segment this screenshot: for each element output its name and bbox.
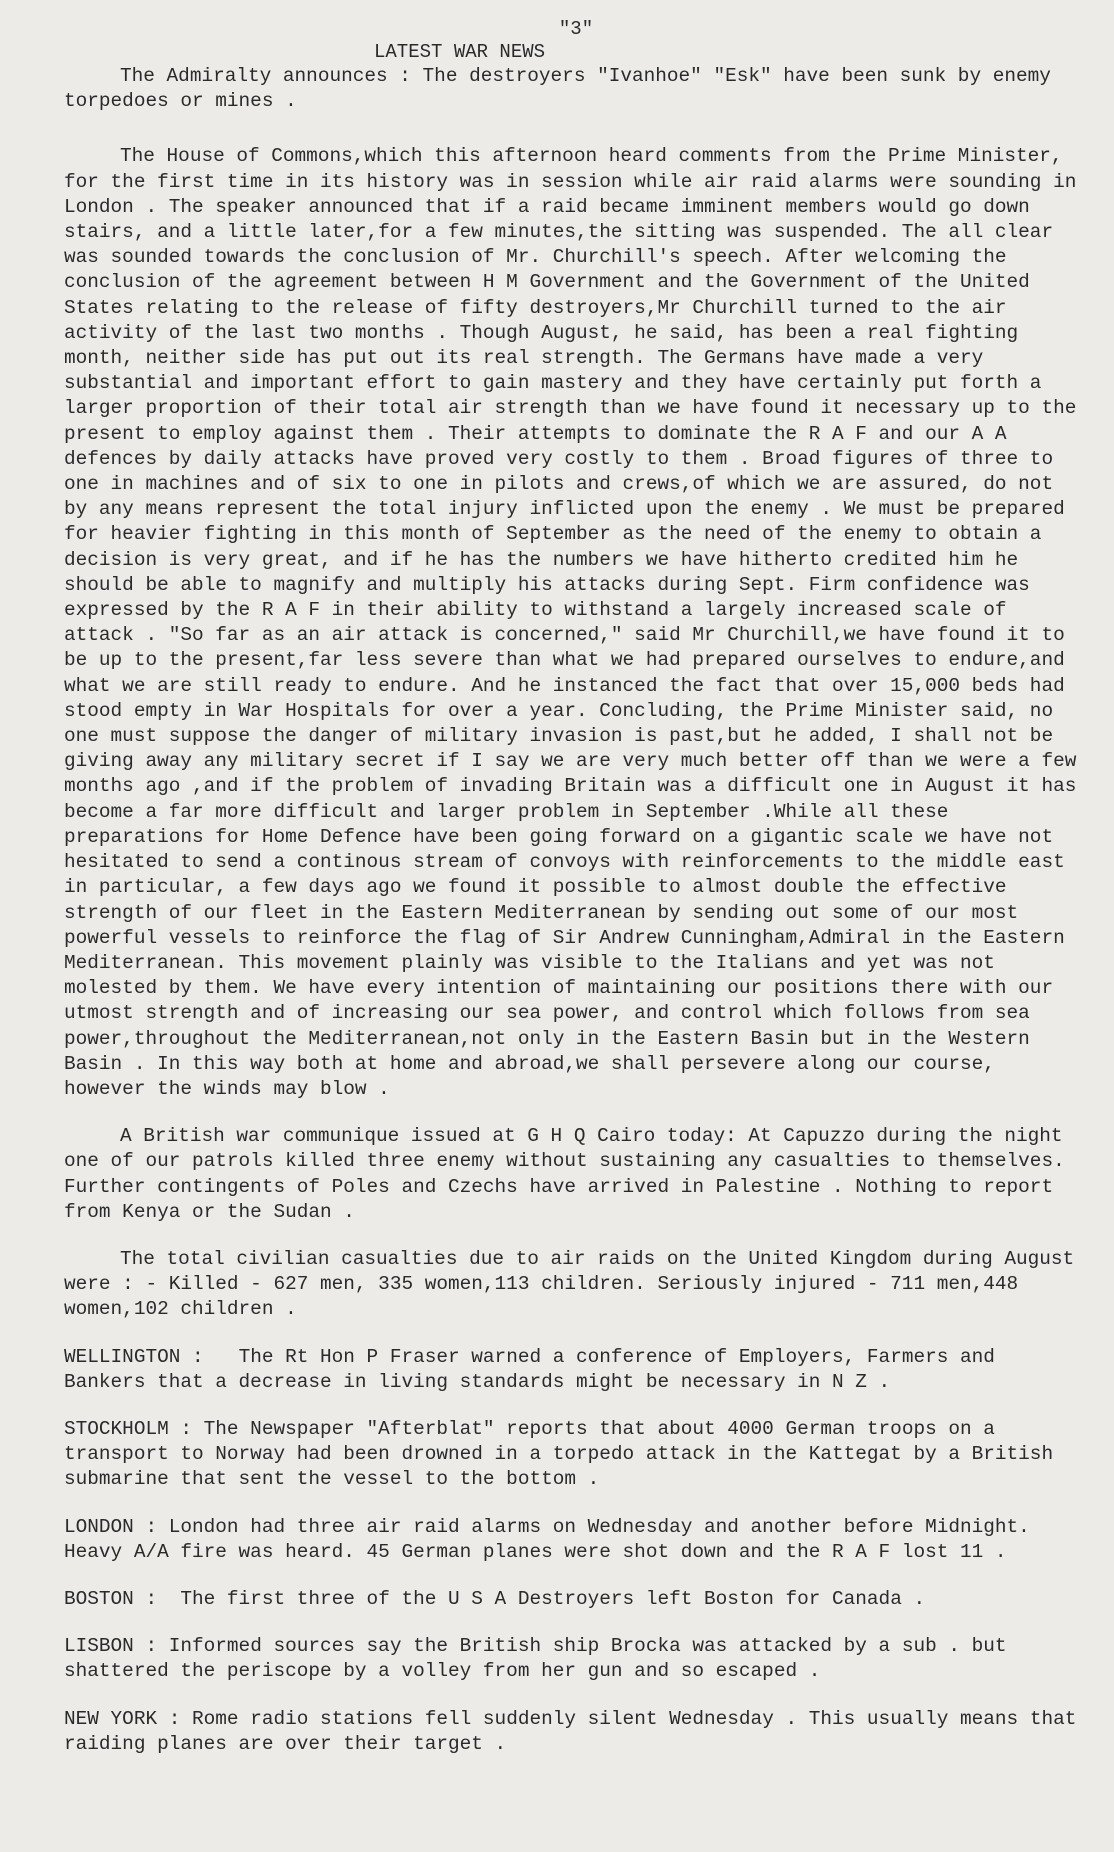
casualties-paragraph: The total civilian casualties due to air raids on the United Kingdom during August were : - Killed - 627 men, 335 women,113 children. Seriously injured - 711 men,448 women,102 children . bbox=[64, 1247, 1086, 1321]
dateline-text: The first three of the U S A Destroyers left Boston for Canada . bbox=[180, 1587, 926, 1610]
dateline-stockholm bbox=[64, 1417, 1078, 1493]
dateline-place: STOCKHOLM : bbox=[64, 1417, 192, 1440]
dateline-text: London had three air raid alarms on Wednesday and another before Midnight. Heavy A/A fire was heard. 45 German planes were shot down and the R A F lost 11 . bbox=[64, 1515, 1042, 1563]
dateline-text: Informed sources say the British ship Brocka was attacked by a sub . but shattered the periscope by a volley from her gun and so escaped . bbox=[64, 1635, 1019, 1683]
commons-paragraph: The House of Commons,which this afternoon heard comments from the Prime Minister, for the first time in its history was in session while air raid alarms were sounding in London . The speaker announced that if a raid became imminent members would go down stairs, and a little later,for a few minutes,the sitting was suspended. The all clear was sounded towards the conclusion of Mr. Churchill's speech. After welcoming the conclusion of the agreement between H M Government and the Government of the United States relating to the release of fifty destroyers,Mr Churchill turned to the air activity of the last two months . Though August, he said, has been a real fighting month, neither side has put out its real strength. The Germans have made a very substantial and important effort to gain mastery and they have certainly put forth a larger proportion of their total air strength than we have found it necessary up to the present to employ against them . Their attempts to dominate the R A F and our A A defences by daily attacks have proved very costly to them . Broad figures of three to one in machines and of six to one in pilots and crews,of which we are assured, do not by any means represent the total injury inflicted upon the enemy . We must be prepared for heavier fighting in this month of September as the need of the enemy to obtain a decision is very great, and if he has the numbers we have hitherto credited him he should be able to magnify and multiply his attacks during Sept. Firm confidence was expressed by the R A F in their ability to withstand a largely increased scale of attack . "So far as an air attack is concerned," said Mr Churchill,we have found it to be up to the present,far less severe than what we had prepared ourselves to endure,and what we are still ready to endure. And he instanced the fact that over 15,000 beds had stood empty in War Hospitals for over a year. Concluding, the Prime Minister said, no one must suppose the danger of military invasion is past,but he added, I shall not be giving away any military secret if I say we are very much better off than we were a few months ago ,and if the problem of invading Britain was a difficult one in August it has become a far more difficult and larger problem in September .While all these preparations for Home Defence have been going forward on a gigantic scale we have not hesitated to send a continous stream of convoys with reinforcements to the middle east in particular, a few days ago we found it possible to almost double the effective strength of our fleet in the Eastern Mediterranean by sending out some of our most powerful vessels to reinforce the flag of Sir Andrew Cunningham,Admiral in the Eastern Mediterranean. This movement plainly was visible to the Italians and yet was not molested by them. We have every intention of maintaining our positions there with our utmost strength and of increasing our sea power, and control which follows from sea power,throughout the Mediterranean,not only in the Eastern Basin but in the Western Basin . In this way both at home and abroad,we shall persevere along our course, however the winds may blow . bbox=[64, 145, 1088, 1100]
dateline-text: The Rt Hon P Fraser warned a conference of Employers, Farmers and Bankers that a decrease in living standards might be necessary in N Z . bbox=[64, 1345, 1007, 1393]
page-number: "3" bbox=[558, 18, 594, 40]
page-title: LATEST WAR NEWS bbox=[374, 41, 546, 63]
dateline-wellington bbox=[64, 1345, 1078, 1395]
dateline-place: LISBON : bbox=[64, 1635, 158, 1658]
dateline-london bbox=[64, 1515, 1078, 1565]
dateline-text: The Newspaper "Afterblat" reports that about 4000 German troops on a transport to Norway had been drowned in a torpedo attack in the Kattegat by a British submarine that sent the vessel to the bottom . bbox=[64, 1417, 1065, 1491]
admiralty-paragraph: The Admiralty announces : The destroyers "Ivanhoe" "Esk" have been sunk by enemy torpedoes or mines . bbox=[64, 65, 1063, 113]
dateline-place: NEW YORK : bbox=[64, 1707, 181, 1730]
dateline-lisbon bbox=[64, 1634, 1078, 1684]
dateline-place: WELLINGTON : bbox=[64, 1345, 204, 1368]
dateline-boston bbox=[64, 1587, 1078, 1612]
dateline-text: Rome radio stations fell suddenly silent Wednesday . This usually means that raiding planes are over their target . bbox=[64, 1707, 1089, 1755]
dateline-place: LONDON : bbox=[64, 1515, 158, 1538]
cairo-communique-paragraph: A British war communique issued at G H Q Cairo today: At Capuzzo during the night one of our patrols killed three enemy without sustaining any casualties to themselves. Further contingents of Poles and Czechs have arrived in Palestine . Nothing to report from Kenya or the Sudan . bbox=[64, 1125, 1077, 1223]
dateline-place: BOSTON : bbox=[64, 1587, 158, 1610]
dateline-new-york bbox=[64, 1707, 1089, 1757]
